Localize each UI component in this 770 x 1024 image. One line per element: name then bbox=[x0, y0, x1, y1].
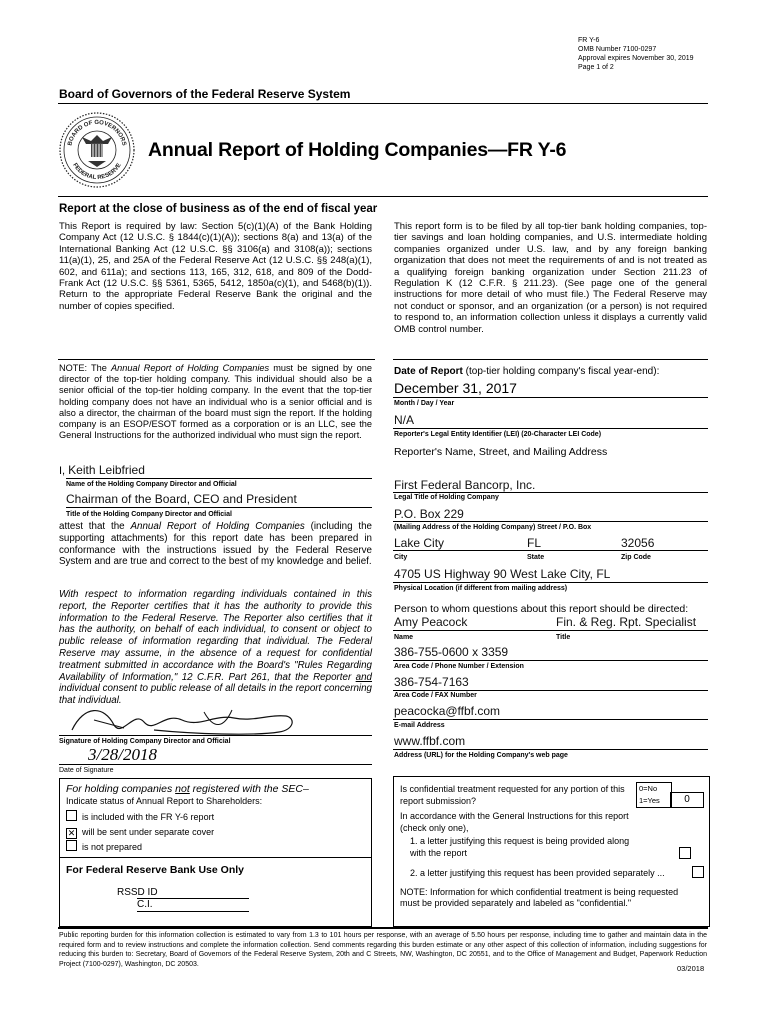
sec-option-included[interactable]: is included with the FR Y-6 report bbox=[66, 810, 214, 825]
confidential-note: NOTE: Information for which confidential treatment is being requested must be provided separately and labeled as "confidential." bbox=[400, 887, 679, 908]
form-id: FR Y-6 bbox=[578, 37, 600, 44]
date-signed-label: Date of Signature bbox=[59, 767, 114, 774]
option-1-checkbox-icon[interactable] bbox=[679, 847, 691, 859]
page-number: Page 1 of 2 bbox=[578, 64, 614, 71]
seal-top-text: BOARD OF GOVERNORS bbox=[67, 119, 127, 147]
fax-label: Area Code / FAX Number bbox=[394, 692, 477, 699]
authority-paragraph: This Report is required by law: Section 5(c)(1)(A) of the Bank Holding Company Act (12 U.S.C. § 1844(c)(1)(A)); sections 8(a) and 13(a) of the International Banking Act (12 U.S.C. §§ 3106(a) and 3108(a)); sections 11(a)(1), 25, and 25A of the Federal Reserve Act (12 U.S.C. §§ 248(a)(1), 602, and 611a); and sections 113, 165, 312, 618, and 809 of the Dodd-Frank Act (12 U.S.C. §§ 5361, 5365, 5412, 1850a(c)(1), and 5468(b)(1)). Return to the appropriate Federal Reserve Bank the original and the number of copies specified. bbox=[59, 221, 372, 312]
confidential-option-1: 1. a letter justifying this request is being provided along with the report bbox=[410, 836, 630, 858]
zip-label: Zip Code bbox=[621, 554, 651, 561]
state-label: State bbox=[527, 554, 545, 561]
lei-value[interactable]: N/A bbox=[394, 413, 415, 427]
confidential-option-2: 2. a letter justifying this request has been provided separately ... bbox=[410, 868, 665, 878]
lei-label: Reporter's Legal Entity Identifier (LEI) (20-Character LEI Code) bbox=[394, 431, 602, 438]
contact-name-value[interactable]: Amy Peacock bbox=[394, 615, 468, 629]
street-label: (Mailing Address of the Holding Company) Street / P.O. Box bbox=[394, 524, 592, 531]
signature-label: Signature of Holding Company Director and Official bbox=[59, 738, 231, 745]
confidential-treatment-box bbox=[393, 776, 710, 927]
report-date-label: Month / Day / Year bbox=[394, 400, 455, 407]
sec-status-options bbox=[66, 810, 214, 855]
confidential-accordance-text: In accordance with the General Instructions for this report (check only one), bbox=[400, 811, 629, 833]
signing-note: NOTE: The Annual Report of Holding Companies must be signed by one director of the top-tier holding company. This individual should also be a senior official of the top-tier holding company. In the event that the top-tier holding company does not have an individual who is a senior official and is also a director, the chairman of the board must sign the report. If the holding company is an ESOP/ESOT formed as a corporation or is an LLC, see the General Instructions for the authorized individual who must sign the report. bbox=[59, 363, 372, 441]
burden-statement: Public reporting burden for this information collection is estimated to vary from 1.3 to 101 hours per response, with an average of 5.50 hours per response, including time to gather and maintain data in the required form and to review instructions and complete the information collection. Send comments regarding this burden estimate or any other aspect of this collection of information, including suggestions for reducing this burden to: Secretary, Board of Governors of the Federal Reserve System, 20th and C Streets, NW, Washington, DC 20551, and to the Office of Management and Budget, Paperwork Reduction Project (7100-0297), Washington, DC 20503. bbox=[59, 932, 707, 968]
attestation-paragraph: attest that the Annual Report of Holding Companies (including the supporting attachments) for this report date has been prepared in conformance with the instructions issued by the Federal Reserve System and are true and correct to the best of my knowledge and belief. bbox=[59, 521, 373, 568]
sec-status-subtitle: Indicate status of Annual Report to Shareholders: bbox=[66, 796, 263, 806]
contact-name-label: Name bbox=[394, 634, 414, 641]
contact-title-value[interactable]: Fin. & Reg. Rpt. Specialist bbox=[556, 615, 697, 629]
signer-name-label: Name of the Holding Company Director and Official bbox=[66, 481, 237, 488]
contact-heading: Person to whom questions about this report should be directed: bbox=[394, 603, 689, 615]
form-revision-date: 03/2018 bbox=[677, 964, 705, 973]
email-value[interactable]: peacocka@ffbf.com bbox=[394, 704, 501, 718]
report-subtitle: Report at the close of business as of the end of fiscal year bbox=[59, 203, 378, 215]
signer-title-value[interactable]: Chairman of the Board, CEO and President bbox=[66, 492, 297, 506]
form-title: Annual Report of Holding Companies—FR Y-6 bbox=[148, 139, 567, 161]
checked-checkbox-icon[interactable]: ✕ bbox=[67, 828, 76, 838]
phone-value[interactable]: 386-755-0600 x 3359 bbox=[394, 645, 509, 659]
sec-status-title: For holding companies not registered with the SEC– bbox=[66, 783, 309, 795]
signer-line: I, Keith Leibfried bbox=[59, 463, 145, 477]
report-date-heading: Date of Report (top-tier holding company's fiscal year-end): bbox=[394, 366, 660, 377]
phone-label: Area Code / Phone Number / Extension bbox=[394, 663, 524, 670]
omb-number: OMB Number 7100-0297 bbox=[578, 46, 657, 53]
date-signed-value[interactable]: 3/28/2018 bbox=[88, 745, 157, 764]
signer-name-value[interactable]: Keith Leibfried bbox=[68, 463, 145, 477]
company-name-value[interactable]: First Federal Bancorp, Inc. bbox=[394, 478, 536, 492]
rssd-label: RSSD ID bbox=[117, 887, 158, 898]
confidential-code-key: 0=No 1=Yes bbox=[636, 782, 672, 808]
sec-option-separate-cover[interactable]: ✕ will be sent under separate cover bbox=[67, 827, 215, 838]
fed-use-title: For Federal Reserve Bank Use Only bbox=[66, 864, 244, 876]
address-heading: Reporter's Name, Street, and Mailing Address bbox=[394, 446, 608, 458]
ci-label: C.I. bbox=[137, 899, 153, 910]
web-value[interactable]: www.ffbf.com bbox=[394, 734, 466, 748]
state-value[interactable]: FL bbox=[527, 536, 542, 550]
street-value[interactable]: P.O. Box 229 bbox=[394, 507, 464, 521]
web-label: Address (URL) for the Holding Company's web page bbox=[394, 752, 568, 759]
form-header-block bbox=[578, 36, 694, 72]
report-date-value[interactable]: December 31, 2017 bbox=[394, 380, 517, 396]
checkbox-icon[interactable] bbox=[66, 810, 77, 821]
seal-bottom-text: FEDERAL RESERVE bbox=[71, 162, 123, 182]
approval-expires: Approval expires November 30, 2019 bbox=[578, 55, 694, 62]
filing-requirement-paragraph: This report form is to be filed by all top-tier bank holding companies, top-tier savings and loan holding companies, and U.S. intermediate holding companies organized under U.S. law, and by any foreign banking organization that does not meet the requirements of and is not treated as a qualifying foreign banking organization under Section 211.23 of Regulation K (12 C.F.R. § 211.23). (See page one of the general instructions for more detail of who must file.) The Federal Reserve may not conduct or sponsor, and an organization (or a person) is not required to respond to, an information collection unless it displays a currently valid OMB control number. bbox=[394, 221, 707, 335]
zip-value[interactable]: 32056 bbox=[621, 536, 655, 550]
company-name-label: Legal Title of Holding Company bbox=[394, 494, 499, 501]
fax-value[interactable]: 386-754-7163 bbox=[394, 675, 469, 689]
option-2-checkbox-icon[interactable] bbox=[692, 866, 704, 878]
agency-name: Board of Governors of the Federal Reserve System bbox=[59, 87, 351, 101]
contact-title-label: Title bbox=[556, 634, 571, 641]
signature-image bbox=[64, 700, 304, 740]
physical-location-value[interactable]: 4705 US Highway 90 West Lake City, FL bbox=[394, 567, 611, 581]
checkbox-icon[interactable] bbox=[66, 840, 77, 851]
confidential-question: Is confidential treatment requested for any portion of this report submission? bbox=[400, 784, 625, 806]
city-value[interactable]: Lake City bbox=[394, 536, 445, 550]
consent-paragraph: With respect to information regarding individuals contained in this report, the Reporter certifies that it has the authority to provide this information to the Federal Reserve. The Reporter also certifies that it has the authority, on behalf of each individual, to consent or object to public release of information regarding that individual. The Federal Reserve may assume, in the absence of a request for confidential treatment submitted in accordance with the Board's "Rules Regarding Availability of Information," 12 C.F.R. Part 261, that the Reporter and individual consent to public release of all details in the report concerning that individual. bbox=[59, 589, 372, 707]
sec-option-not-prepared[interactable]: is not prepared bbox=[66, 840, 214, 855]
fed-use-box bbox=[59, 857, 372, 927]
federal-reserve-seal-icon bbox=[58, 111, 136, 189]
city-label: City bbox=[394, 554, 408, 561]
sec-status-box bbox=[59, 778, 372, 858]
signer-title-label: Title of the Holding Company Director and Official bbox=[66, 511, 232, 518]
email-label: E-mail Address bbox=[394, 722, 445, 729]
confidential-answer-field[interactable]: 0 bbox=[670, 792, 704, 808]
physical-location-label: Physical Location (if different from mailing address) bbox=[394, 585, 568, 592]
